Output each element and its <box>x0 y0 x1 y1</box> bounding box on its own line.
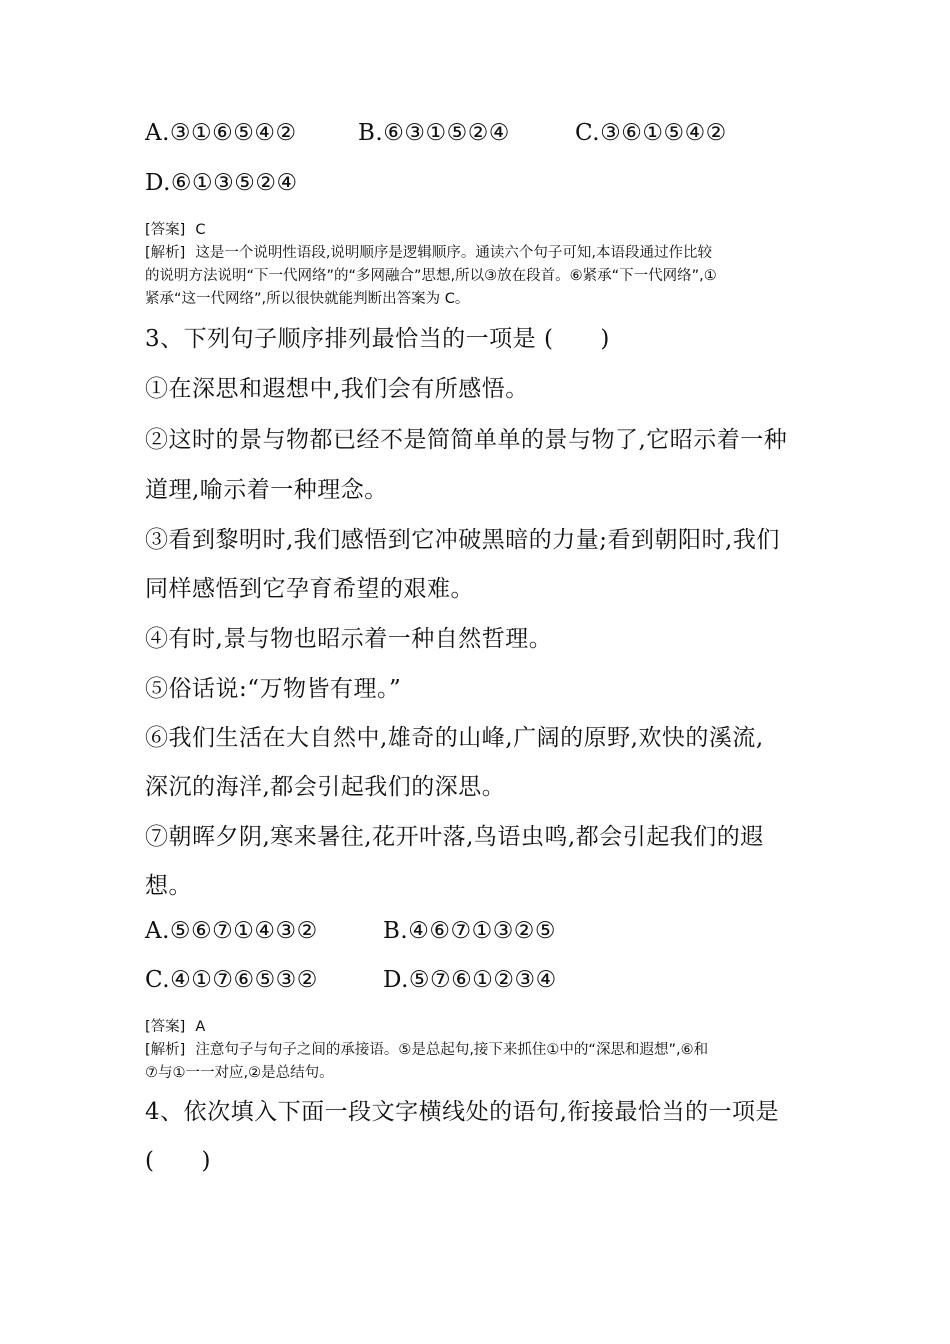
q3-line-8: ⑥我们生活在大自然中,雄奇的山峰,广阔的原野,欢快的溪流, <box>145 725 764 751</box>
q3-line-11: 想。 <box>145 873 192 899</box>
q3-options-row-1 <box>145 918 556 944</box>
q3-analysis-line-2: ⑦与①一一对应,②是总结句。 <box>145 1065 334 1081</box>
q2-answer-block <box>145 219 815 311</box>
q2-options-row-2 <box>145 170 298 196</box>
q3-option-d: D.⑤⑦⑥①②③④ <box>383 967 557 993</box>
q2-option-a: A.③①⑥⑤④② <box>145 120 297 146</box>
q3-option-c: C.④①⑦⑥⑤③② <box>145 967 318 993</box>
q2-answer-line <box>145 219 815 242</box>
q2-option-b: B.⑥③①⑤②④ <box>358 120 510 146</box>
q2-analysis-line-2: 的说明方法说明“下一代网络”的“多网融合”思想,所以③放在段首。⑥紧承“下一代网络”,① <box>145 268 717 284</box>
answer-value: A <box>195 1019 206 1035</box>
q3-line-3: 道理,喻示着一种理念。 <box>145 477 388 503</box>
q2-option-c: C.③⑥①⑤④② <box>575 120 727 146</box>
q3-line-2: ②这时的景与物都已经不是简简单单的景与物了,它昭示着一种 <box>145 427 788 453</box>
q3-line-1: ①在深思和遐想中,我们会有所感悟。 <box>145 376 529 402</box>
q4-stem: 4、依次填入下面一段文字横线处的语句,衔接最恰当的一项是 <box>145 1099 779 1125</box>
answer-tag: [答案] <box>145 1019 186 1035</box>
q3-answer-block <box>145 1016 815 1085</box>
q3-stem: 3、下列句子顺序排列最恰当的一项是 ( ) <box>145 326 610 352</box>
answer-tag: [答案] <box>145 222 186 238</box>
q3-option-a: A.⑤⑥⑦①④③② <box>145 918 318 944</box>
q3-analysis-line-1: [解析] 注意句子与句子之间的承接语。⑤是总起句,接下来抓住①中的“深思和遐想”,⑥和 <box>145 1042 709 1058</box>
q2-analysis-line-1: [解析] 这是一个说明性语段,说明顺序是逻辑顺序。通读六个句子可知,本语段通过作比较 <box>145 245 713 261</box>
q3-line-10: ⑦朝晖夕阴,寒来暑往,花开叶落,鸟语虫鸣,都会引起我们的遐 <box>145 824 764 850</box>
q3-line-9: 深沉的海洋,都会引起我们的深思。 <box>145 774 506 800</box>
q3-option-b: B.④⑥⑦①③②⑤ <box>383 918 557 944</box>
q2-analysis-line-3: 紧承“这一代网络”,所以很快就能判断出答案为 C。 <box>145 291 470 307</box>
q3-options-row-2 <box>145 967 557 993</box>
q3-answer-line <box>145 1016 815 1039</box>
answer-value: C <box>195 222 206 238</box>
q2-options-row-1 <box>145 120 727 146</box>
q3-line-4: ③看到黎明时,我们感悟到它冲破黑暗的力量;看到朝阳时,我们 <box>145 527 780 553</box>
analysis-tag: [解析] <box>145 245 186 261</box>
q3-line-6: ④有时,景与物也昭示着一种自然哲理。 <box>145 626 553 652</box>
q3-line-7: ⑤俗话说:“万物皆有理。” <box>145 676 402 702</box>
q3-line-5: 同样感悟到它孕育希望的艰难。 <box>145 576 474 602</box>
analysis-tag: [解析] <box>145 1042 186 1058</box>
q4-stem-cont: ( ) <box>145 1148 211 1174</box>
q2-option-d: D.⑥①③⑤②④ <box>145 170 298 196</box>
